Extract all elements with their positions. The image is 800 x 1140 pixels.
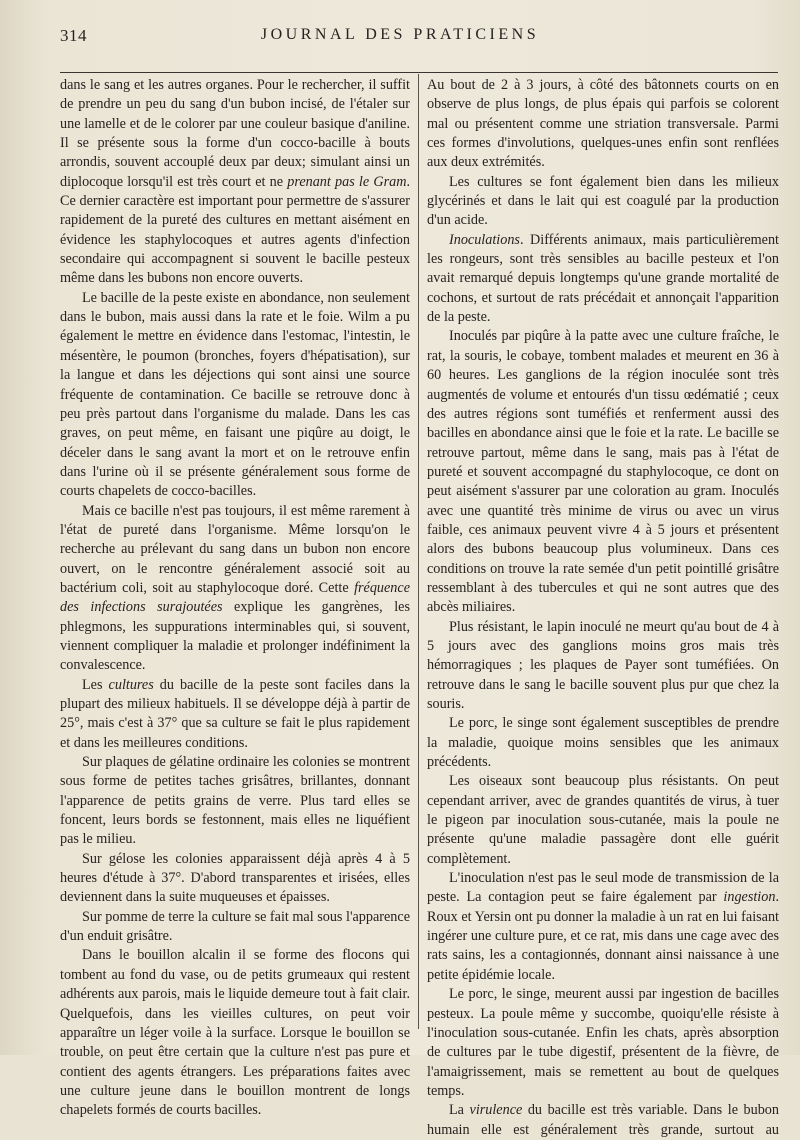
paragraph [60,850,410,908]
paragraph [60,753,410,850]
italic-term: Inoculations [449,231,520,248]
text-run: Le porc, le singe, meurent aussi par ingestion de bacilles pesteux. La poule même y succombe, quoiqu'elle résiste à l'inoculation sous-cutanée. Enfin les chats, après absorption de cultures par le tube digestif, présentent de la fièvre, de l'amaigrissement, mais se remettent au bout de quelques temps. [427,986,779,1099]
column-divider [418,74,419,1029]
text-run: Le bacille de la peste existe en abondance, non seulement dans le bubon, mais aussi dans la rate et le foie. Wilm a pu également le mettre en évidence dans l'estomac, l'intestin, le mésentère, le poumon (bronches, foyers d'hépatisation), sur la langue et dans les déjections qui sont ainsi une source fréquente de contamination. Ce bacille se retrouve donc à peu près partout dans l'organisme du malade. Dans les cas graves, on peut même, en faisant une piqûre au doigt, le déceler dans le sang avant la mort et on le retrouve enfin dans l'urine où il se présente généralement sous forme de courts chapelets de cocco-bacilles. [60,289,410,500]
text-run: Sur pomme de terre la culture se fait mal sous l'apparence d'un enduit grisâtre. [60,908,410,945]
text-run: Sur plaques de gélatine ordinaire les colonies se montrent sous forme de petites taches grisâtres, brillantes, donnant l'apparence de petits grains de verre. Plus tard elles se foncent, leurs bords se festonnent, mais elles ne liquéfient pas le milieu. [60,754,410,848]
text-run: du bacille est très variable. Dans le bubon humain elle est généralement très grande, surtout au [427,1102,779,1138]
paragraph [60,908,410,947]
text-run: Les oiseaux sont beaucoup plus résistants. On peut cependant arriver, avec de grandes quantités de virus, à tuer le pigeon par inoculation sous-cutanée, mais la poule ne présente qu'une maladie passagère dont elle guérit complètement. [427,773,779,867]
paragraph [427,985,779,1101]
paragraph [427,76,779,173]
paragraph [427,772,779,869]
text-run: . Ce dernier caractère est important pour permettre de s'assurer rapidement de la pureté des cultures en mettant aisément en évidence les staphylocoques et autres agents d'infection secondaire qui accompagnent si souvent le bacille pesteux même dans les bubons non encore ouverts. [60,173,410,287]
paragraph [427,1101,779,1140]
text-run: Dans le bouillon alcalin il se forme des flocons qui tombent au fond du vase, ou de petits grumeaux qui restent adhérents aux parois, mais le liquide demeure tout à fait clair. Quelquefois, dans les vieilles cultures, on peut voir apparaître un léger voile à la surface. Lorsque le bouillon se trouble, on peut être certain que la culture n'est pas pure et contient des agents étrangers. Les préparations faites avec une culture jeune dans le bouillon montrent de longs chapelets formés de courts bacilles. [60,947,410,1119]
text-run: Les cultures se font également bien dans les milieux glycérinés et dans le lait qui est coagulé par la production d'un acide. [427,173,779,229]
paragraph [427,618,779,715]
italic-term: prenant pas le Gram [287,173,407,190]
text-run: L'inoculation n'est pas le seul mode de transmission de la peste. La contagion peut se faire également par [427,870,779,906]
header-rule [60,72,778,73]
text-run: Au bout de 2 à 3 jours, à côté des bâtonnets courts on en observe de plus longs, de plus épais qui parfois se colorent mal ou présentent comme une striation transversale. Parmi ces formes d'involutions, quelques-unes enfin sont renflées aux deux extrémités. [427,77,779,171]
paragraph [60,289,410,502]
paragraph [60,76,410,289]
text-run: Sur gélose les colonies apparaissent déjà après 4 à 5 heures d'étude à 37°. D'abord transparentes et irisées, elles deviennent dans la suite muqueuses et épaisses. [60,850,410,906]
paragraph [427,869,779,985]
text-run: . Roux et Yersin ont pu donner la maladie à un rat en lui faisant ingérer une culture pure, et ce rat, mis dans une cage avec des rats sains, les a contagionnés, donnant ainsi naissance à une petite épidémie locale. [427,889,779,983]
paragraph [60,676,410,753]
italic-term: fréquence des infections surajoutées [60,579,410,616]
text-run: explique les gangrènes, les phlegmons, les suppurations interminables qui, si souvent, viennent compliquer la maladie et prolonger indéfiniment la convalescence. [60,599,410,674]
paragraph [60,502,410,676]
text-run: Plus résistant, le lapin inoculé ne meurt qu'au bout de 4 à 5 jours avec des ganglions moins gros mais très hémorragiques ; les plaques de Payer sont tuméfiées. On retrouve dans le sang le bacille souvent plus pur que chez la souris. [427,618,779,712]
page-number: 314 [60,26,87,45]
paragraph [427,173,779,231]
italic-term: virulence [469,1102,523,1119]
italic-term: ingestion [723,889,776,906]
paragraph [60,946,410,1120]
italic-term: cultures [108,676,154,693]
text-run: Le porc, le singe sont également susceptibles de prendre la maladie, quoique moins sensibles que les animaux précédents. [427,715,779,771]
left-column [60,76,410,1121]
paragraph [427,714,779,772]
text-run: Les [82,676,109,693]
text-run: La [449,1102,470,1119]
paragraph [427,231,779,328]
right-column [427,76,779,1140]
text-run: . Différents animaux, mais particulièrement les rongeurs, sont très sensibles au bacille pesteux et l'on avait remarqué depuis longtemps qu'une grande mortalité de cochons, et surtout de rats précédait et annonçait l'apparition de la peste. [427,231,779,326]
text-run: du bacille de la peste sont faciles dans la plupart des milieux habituels. Il se développe déjà à partir de 25°, mais c'est à 37° que sa culture se fait le plus rapidement et dans les meilleures conditions. [60,676,410,751]
running-title: JOURNAL DES PRATICIENS [260,26,540,43]
text-run: Mais ce bacille n'est pas toujours, il est même rarement à l'état de pureté dans l'organisme. Même lorsqu'on le recherche au prélevant du sang dans un bubon non encore ouvert, on le rencontre généralement associé soit au bactérium coli, soit au staphylocoque doré. Cette [60,502,410,596]
text-run: dans le sang et les autres organes. Pour le rechercher, il suffit de prendre un peu du sang d'un bubon incisé, de l'étaler sur une lamelle et de le colorer par une couleur basique d'aniline. Il se présente sous la forme d'un cocco-bacille à bouts arrondis, souvent accouplé deux par deux; simulant ainsi un diplocoque lorsqu'il est très court et ne [60,77,410,190]
text-run: Inoculés par piqûre à la patte avec une culture fraîche, le rat, la souris, le cobaye, tombent malades et meurent en 36 à 60 heures. Les ganglions de la région inoculée sont très augmentés de volume et entourés d'un tissu œdématié ; ceux des autres régions sont tuméfiés et renferment aussi des bacilles en abondance ainsi que le foie et la rate. Le bacille se retrouve partout, même dans le sang, mais pas à l'état de pureté et souvent accompagné du staphylocoque, ce dont on peut aisément s'assurer par une coloration au gram. Inoculés avec une quantité très minime de virus ou avec un virus faible, ces animaux peuvent vivre 4 à 5 jours et présentent alors des bubons beaucoup plus volumineux. Dans ces conditions on trouve la rate semée d'un petit pointillé grisâtre ressemblant à des tubercules et qui ne sont autres que des abcès miliaires. [427,328,779,616]
page-header [0,26,800,50]
paragraph [427,327,779,617]
